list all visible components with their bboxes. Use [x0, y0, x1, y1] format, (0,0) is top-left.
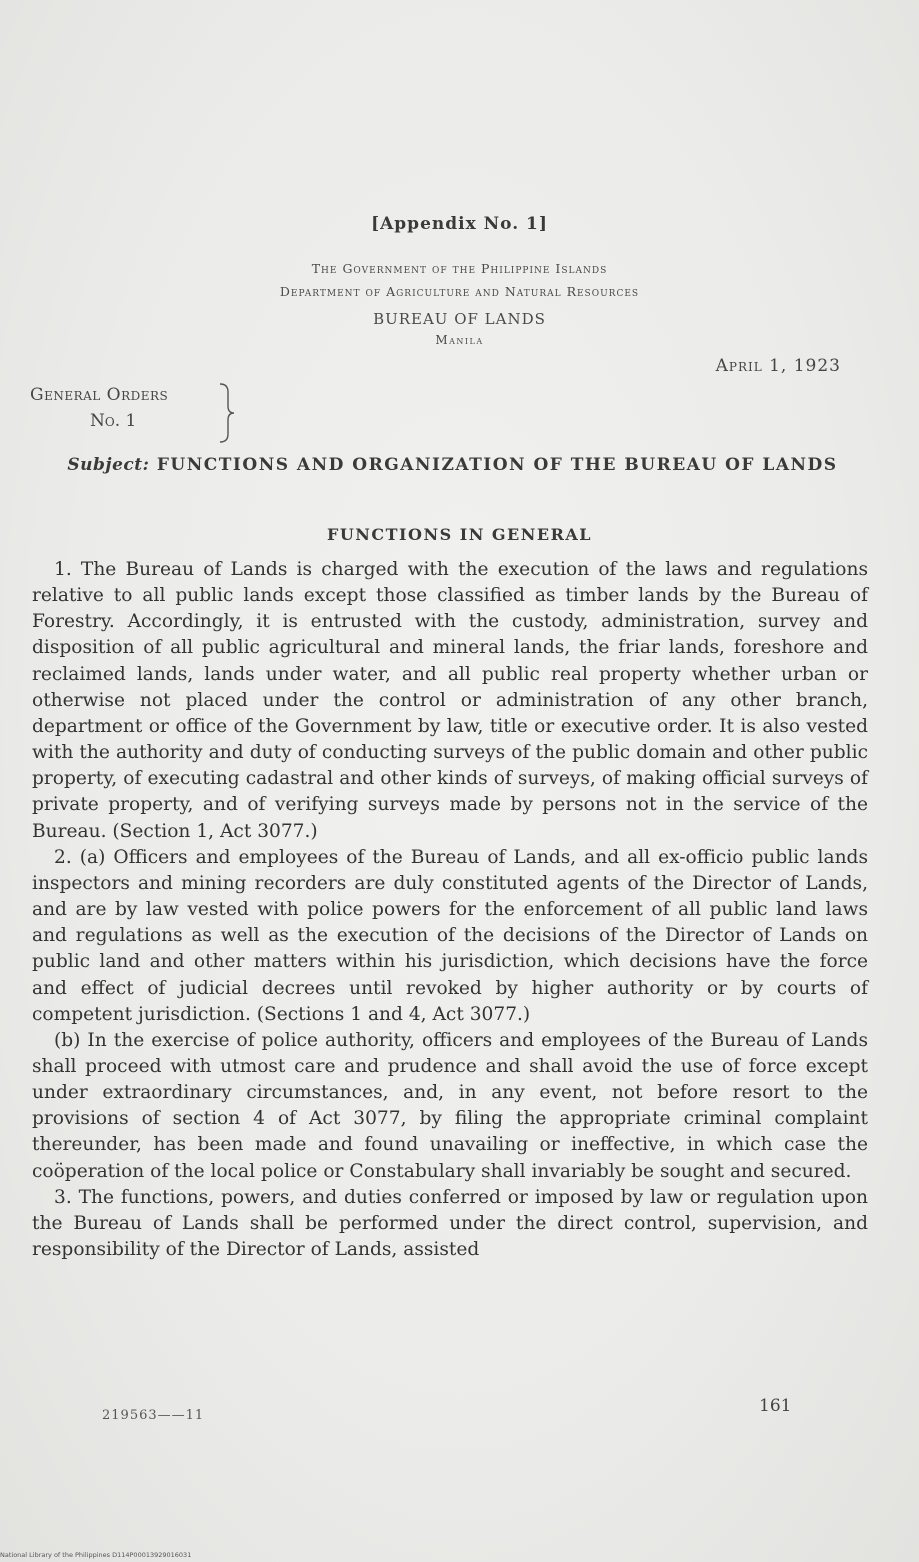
document-body	[32, 557, 868, 1263]
paragraph: (b) In the exercise of police authority, officers and employees of the Bureau of Lands shall proceed with utmost care and prudence and shall avoid the use of force except under extraordinary circumstances, and, in any event, not before resort to the provisions of section 4 of Act 3077, by filing the appropriate criminal complaint thereunder, has been made and found unavailing or ineffective, in which case the coöperation of the local police or Constabulary shall invariably be sought and secured.	[32, 1029, 868, 1182]
general-orders-title: General Orders	[30, 385, 169, 405]
general-orders-number: No. 1	[90, 411, 137, 431]
subject-text: FUNCTIONS AND ORGANIZATION OF THE BUREAU OF LANDS	[156, 455, 838, 475]
subject-line	[30, 452, 875, 478]
bureau-line: BUREAU OF LANDS	[373, 310, 546, 328]
subject-label: Subject:	[67, 455, 150, 475]
government-line: The Government of the Philippine Islands	[311, 261, 608, 276]
print-code: 219563——11	[102, 1408, 205, 1423]
paragraph: 1. The Bureau of Lands is charged with the execution of the laws and regulations relative to all public lands except those classified as timber lands by the Bureau of Forestry. Accordingly, it is entrusted with the custody, administration, survey and disposition of all public agricultural and mineral lands, the friar lands, foreshore and reclaimed lands, lands under water, and all public real property whether urban or otherwise not placed under the control or administration of any other branch, department or office of the Government by law, title or executive order. It is also vested with the authority and duty of conducting surveys of the public domain and other public property, of executing cadastral and other kinds of surveys, of making official surveys of private property, and of verifying surveys made by persons not in the service of the Bureau. (Section 1, Act 3077.)	[32, 559, 868, 842]
archive-label: National Library of the Philippines D114P00013929016031	[0, 1551, 192, 1559]
right-brace-icon	[218, 382, 236, 444]
section-heading: FUNCTIONS IN GENERAL	[326, 525, 593, 544]
paragraph: 3. The functions, powers, and duties conferred or imposed by law or regulation upon the Bureau of Lands shall be performed under the direct control, supervision, and responsibility of the Director of Lands, assisted	[32, 1186, 868, 1261]
appendix-label: [Appendix No. 1]	[371, 214, 548, 234]
paragraph: 2. (a) Officers and employees of the Bureau of Lands, and all ex-officio public lands inspectors and mining recorders are duly constituted agents of the Director of Lands, and are by law vested with police powers for the enforcement of all public land laws and regulations as well as the execution of the decisions of the Director of Lands on public land and other matters within his jurisdiction, which decisions have the force and effect of judicial decrees until revoked by higher authority or by courts of competent jurisdiction. (Sections 1 and 4, Act 3077.)	[32, 846, 868, 1025]
department-line: Department of Agriculture and Natural Resources	[279, 284, 640, 299]
page-number: 161	[759, 1396, 792, 1416]
city-line: Manila	[435, 333, 484, 347]
document-date: April 1, 1923	[715, 356, 841, 376]
